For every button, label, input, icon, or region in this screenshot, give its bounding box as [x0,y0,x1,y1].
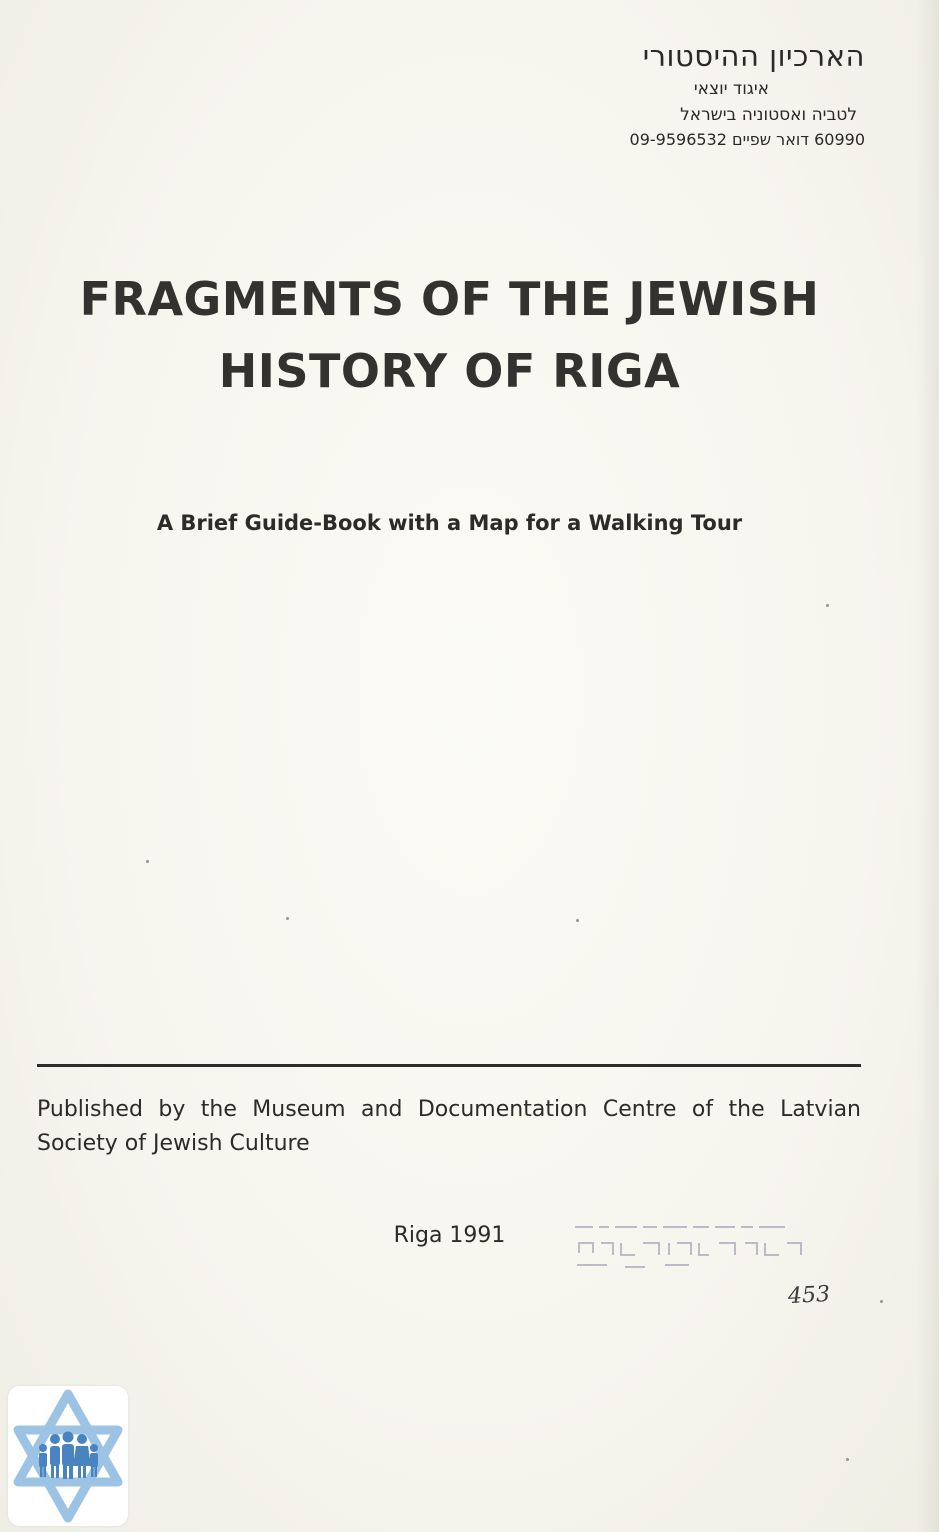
archive-country: לטביה ואסטוניה בישראל [680,105,857,125]
archive-contact: 60990 דואר שפיים 09-9596532 [629,130,865,149]
page-edge-shadow [917,0,939,1532]
logo-badge [8,1386,128,1526]
book-title [0,263,899,407]
paper-speck [576,919,579,922]
divider-rule [37,1064,861,1067]
book-title-line-1: FRAGMENTS OF THE JEWISH [79,272,820,326]
paper-speck [146,860,149,863]
archive-name: הארכיון ההיסטורי [642,39,865,73]
archive-association: איגוד יוצאי [693,79,769,99]
paper-speck [846,1458,849,1461]
archive-address-stamp [535,36,865,152]
book-subtitle: A Brief Guide-Book with a Map for a Walking Tour [156,511,743,535]
paper-speck [880,1300,883,1303]
library-stamp-impression [565,1205,835,1285]
publisher-statement: Published by the Museum and Documentation Centre of the Latvian Society of Jewish Culture [37,1097,861,1156]
place-and-year: Riga 1991 [393,1223,506,1248]
paper-speck [286,917,289,920]
star-of-david-family-logo [8,1386,128,1526]
paper-speck [826,604,829,607]
handwritten-catalog-number: 453 [787,1281,831,1310]
book-title-line-2: HISTORY OF RIGA [218,344,681,398]
